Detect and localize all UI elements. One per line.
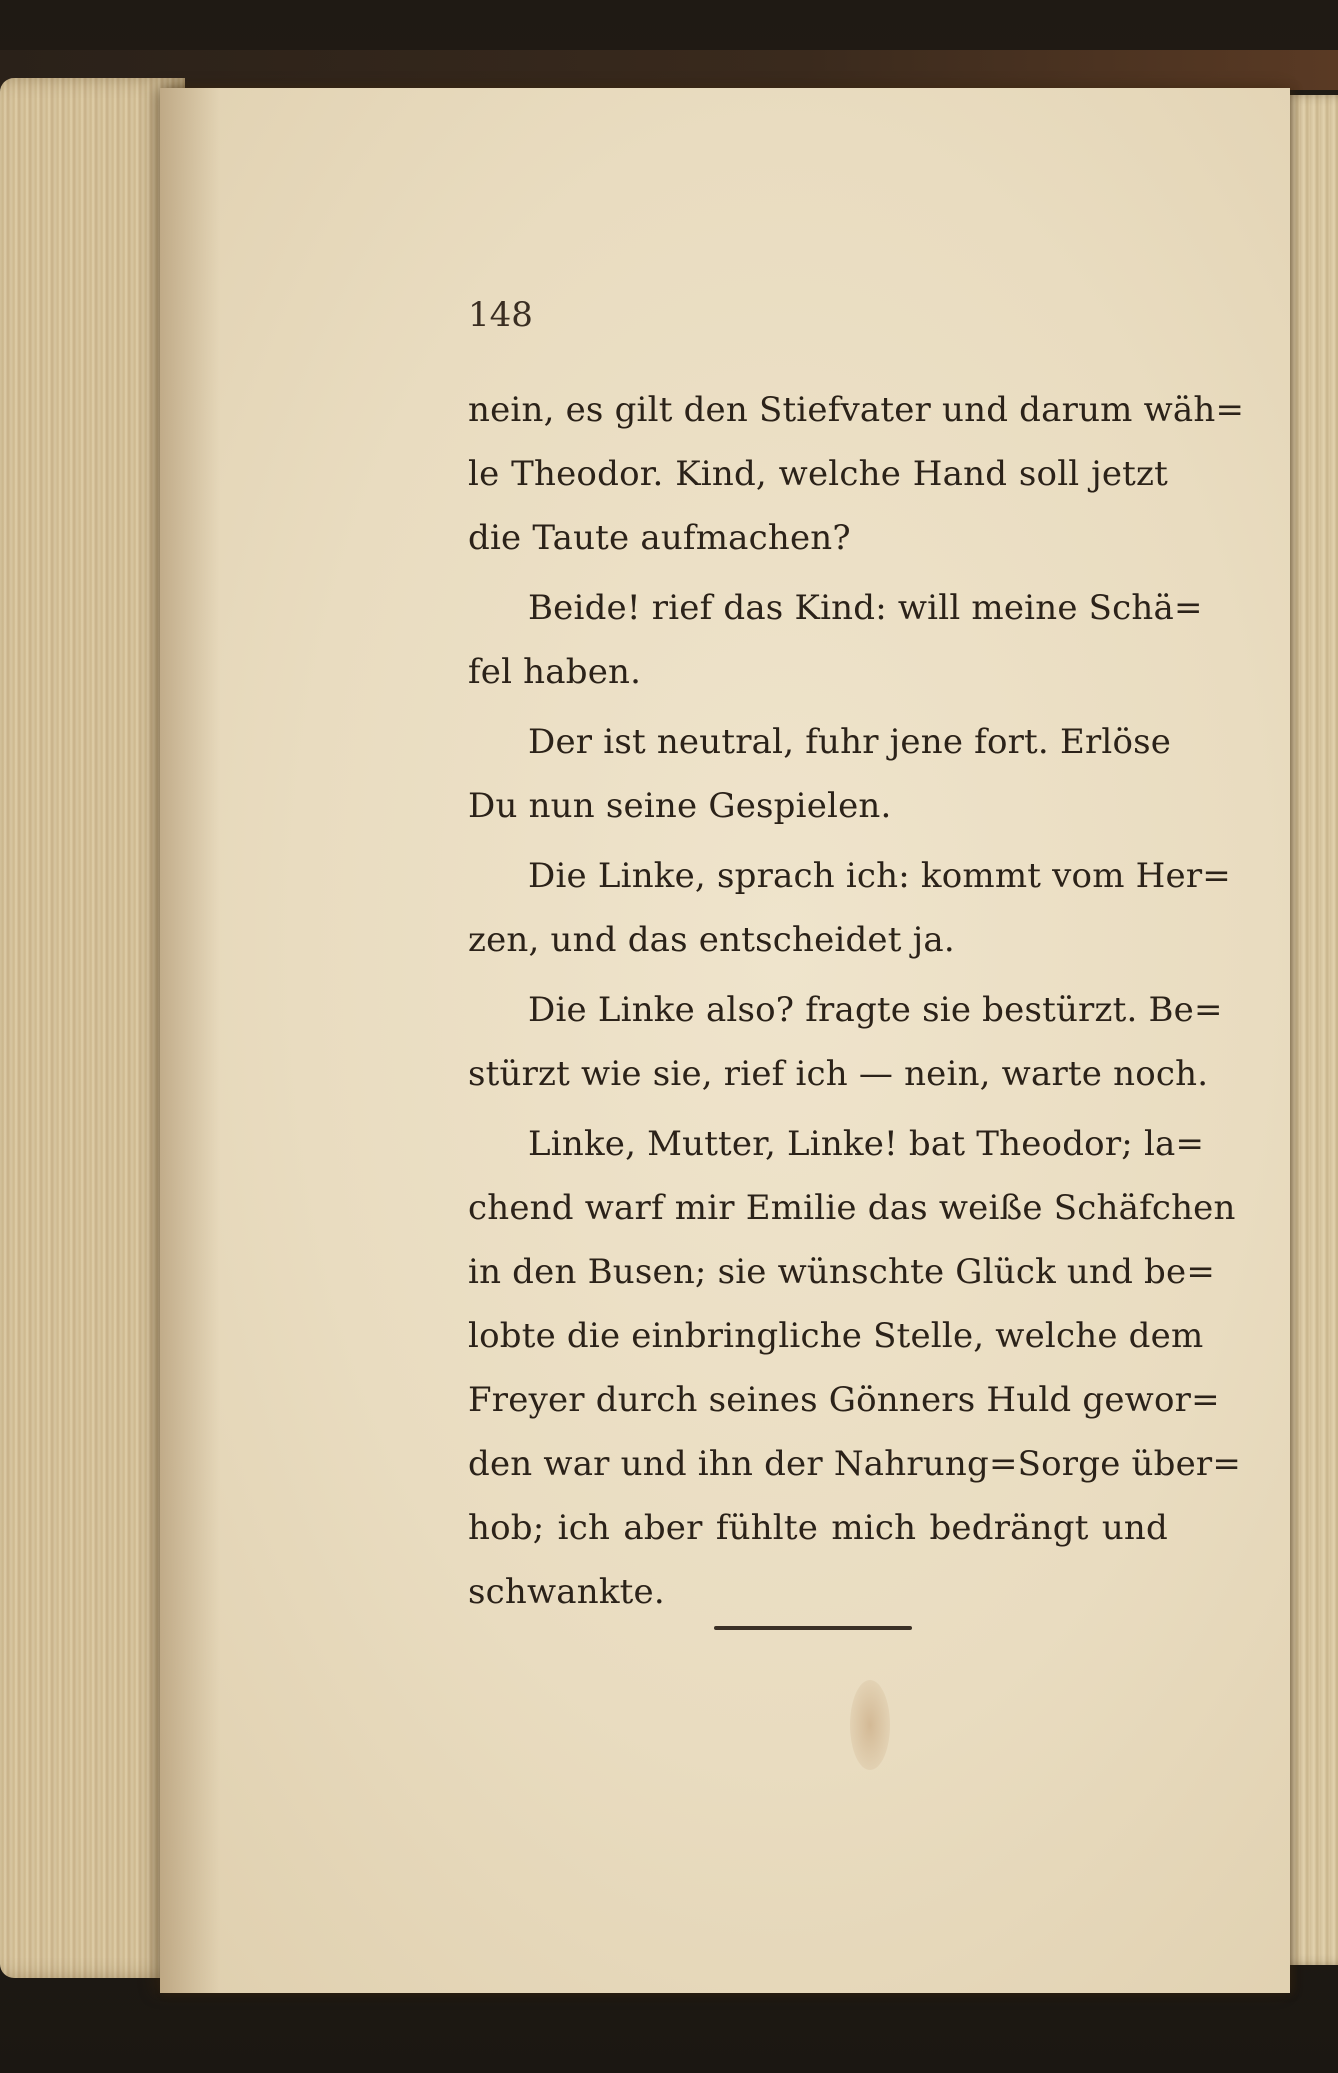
page-number: 148 bbox=[468, 295, 533, 335]
text-line: die Taute aufmachen? bbox=[468, 518, 851, 558]
text-line: Freyer durch seines Gönners Huld gewor= bbox=[468, 1380, 1220, 1420]
text-line: schwankte. bbox=[468, 1572, 665, 1612]
book-cover-edge bbox=[0, 50, 1338, 90]
left-page-stack bbox=[0, 78, 185, 1978]
text-line: Der ist neutral, fuhr jene fort. Erlöse bbox=[528, 722, 1172, 762]
text-line: nein, es gilt den Stiefvater und darum wäh= bbox=[468, 390, 1245, 430]
text-line: Linke, Mutter, Linke! bat Theodor; la= bbox=[528, 1124, 1205, 1164]
text-line: le Theodor. Kind, welche Hand soll jetzt bbox=[468, 454, 1168, 494]
text-line: Du nun seine Gespielen. bbox=[468, 786, 892, 826]
text-line: Die Linke also? fragte sie bestürzt. Be= bbox=[528, 990, 1223, 1030]
text-line: lobte die einbringliche Stelle, welche dem bbox=[468, 1316, 1204, 1356]
end-rule bbox=[714, 1626, 912, 1630]
book-page bbox=[160, 88, 1290, 1993]
text-line: stürzt wie sie, rief ich — nein, warte noch. bbox=[468, 1054, 1209, 1094]
text-line: in den Busen; sie wünschte Glück und be= bbox=[468, 1252, 1216, 1292]
paper-stain bbox=[850, 1680, 890, 1770]
gutter-shadow bbox=[160, 88, 220, 1993]
text-line: hob; ich aber fühlte mich bedrängt und bbox=[468, 1508, 1168, 1548]
text-line: fel haben. bbox=[468, 652, 642, 692]
text-line: den war und ihn der Nahrung=Sorge über= bbox=[468, 1444, 1242, 1484]
text-line: chend warf mir Emilie das weiße Schäfchen bbox=[468, 1188, 1236, 1228]
text-line: Beide! rief das Kind: will meine Schä= bbox=[528, 588, 1203, 628]
text-line: zen, und das entscheidet ja. bbox=[468, 920, 955, 960]
text-line: Die Linke, sprach ich: kommt vom Her= bbox=[528, 856, 1231, 896]
